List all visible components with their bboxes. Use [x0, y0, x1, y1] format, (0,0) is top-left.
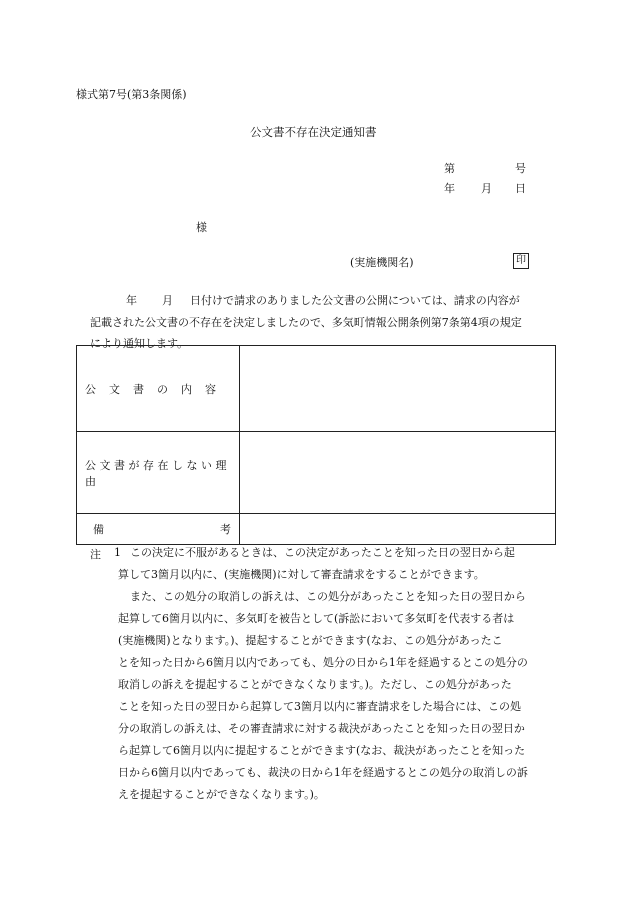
- table-row-reason: [77, 432, 556, 514]
- form-number: 様式第7号(第3条関係): [76, 88, 187, 101]
- body-line-1: [90, 290, 556, 312]
- value-remarks: [240, 514, 556, 545]
- note-line: ことを知った日の翌日から起算して3箇月以内に審査請求をした場合には、この処: [118, 700, 521, 713]
- label-remarks: 備 考: [77, 514, 240, 545]
- note-line: えを提起することができなくなります。)。: [118, 788, 325, 801]
- date-year: 年: [444, 182, 455, 195]
- table-row-remarks: [77, 514, 556, 545]
- body-year: 年: [126, 294, 137, 307]
- date-day: 日: [515, 182, 526, 195]
- agency-name: (実施機関名): [350, 256, 414, 269]
- addressee-honorific: 様: [196, 221, 207, 234]
- value-nonexistence-reason: [240, 432, 556, 514]
- note-line: 算して3箇月以内に、(実施機関)に対して審査請求をすることができます。: [118, 568, 485, 581]
- note-line: 起算して6箇月以内に、多気町を被告として(訴訟において多気町を代表する者は: [118, 612, 515, 625]
- note-line: 取消しの訴えを提起することができなくなります。)。ただし、この処分があった: [118, 678, 512, 691]
- note-line: 分の取消しの訴えは、その審査請求に対する裁決があったことを知った日の翌日か: [118, 722, 525, 735]
- body-line-3: により通知します。: [90, 337, 189, 350]
- note-line: 日から6箇月以内であっても、裁決の日から1年を経過するとこの処分の取消しの訴: [118, 766, 528, 779]
- seal-mark: [513, 253, 529, 269]
- note-marker: 注: [90, 548, 101, 561]
- seal-icon: 印: [513, 253, 529, 269]
- note-line: ら起算して6箇月以内に提起することができます(なお、裁決があったことを知った: [118, 744, 526, 757]
- decision-table: [76, 345, 556, 545]
- note-line: この決定に不服があるときは、この決定があったことを知った日の翌日から起: [130, 546, 515, 559]
- number-prefix: 第: [444, 162, 455, 175]
- document-title: 公文書不存在決定通知書: [250, 125, 377, 139]
- table-row-content: [77, 346, 556, 432]
- note-line: とを知った日から6箇月以内であっても、処分の日から1年を経過するとこの処分の: [118, 656, 528, 669]
- label-document-content: 公文書の内容: [77, 346, 240, 432]
- number-suffix: 号: [515, 162, 526, 175]
- label-nonexistence-reason: 公文書が存在しない理由: [77, 432, 240, 514]
- note-item-number: 1: [114, 546, 121, 559]
- note-line: また、この処分の取消しの訴えは、この処分があったことを知った日の翌日から: [130, 590, 526, 603]
- body-line-1-text: 日付けで請求のありました公文書の公開については、請求の内容が: [190, 294, 520, 307]
- body-month: 月: [162, 294, 173, 307]
- value-document-content: [240, 346, 556, 432]
- note-line: (実施機関)となります。)、提起することができます(なお、この処分があったこ: [118, 634, 503, 647]
- body-line-2: 記載された公文書の不存在を決定しましたので、多気町情報公開条例第7条第4項の規定: [90, 315, 522, 329]
- date-month: 月: [481, 182, 492, 195]
